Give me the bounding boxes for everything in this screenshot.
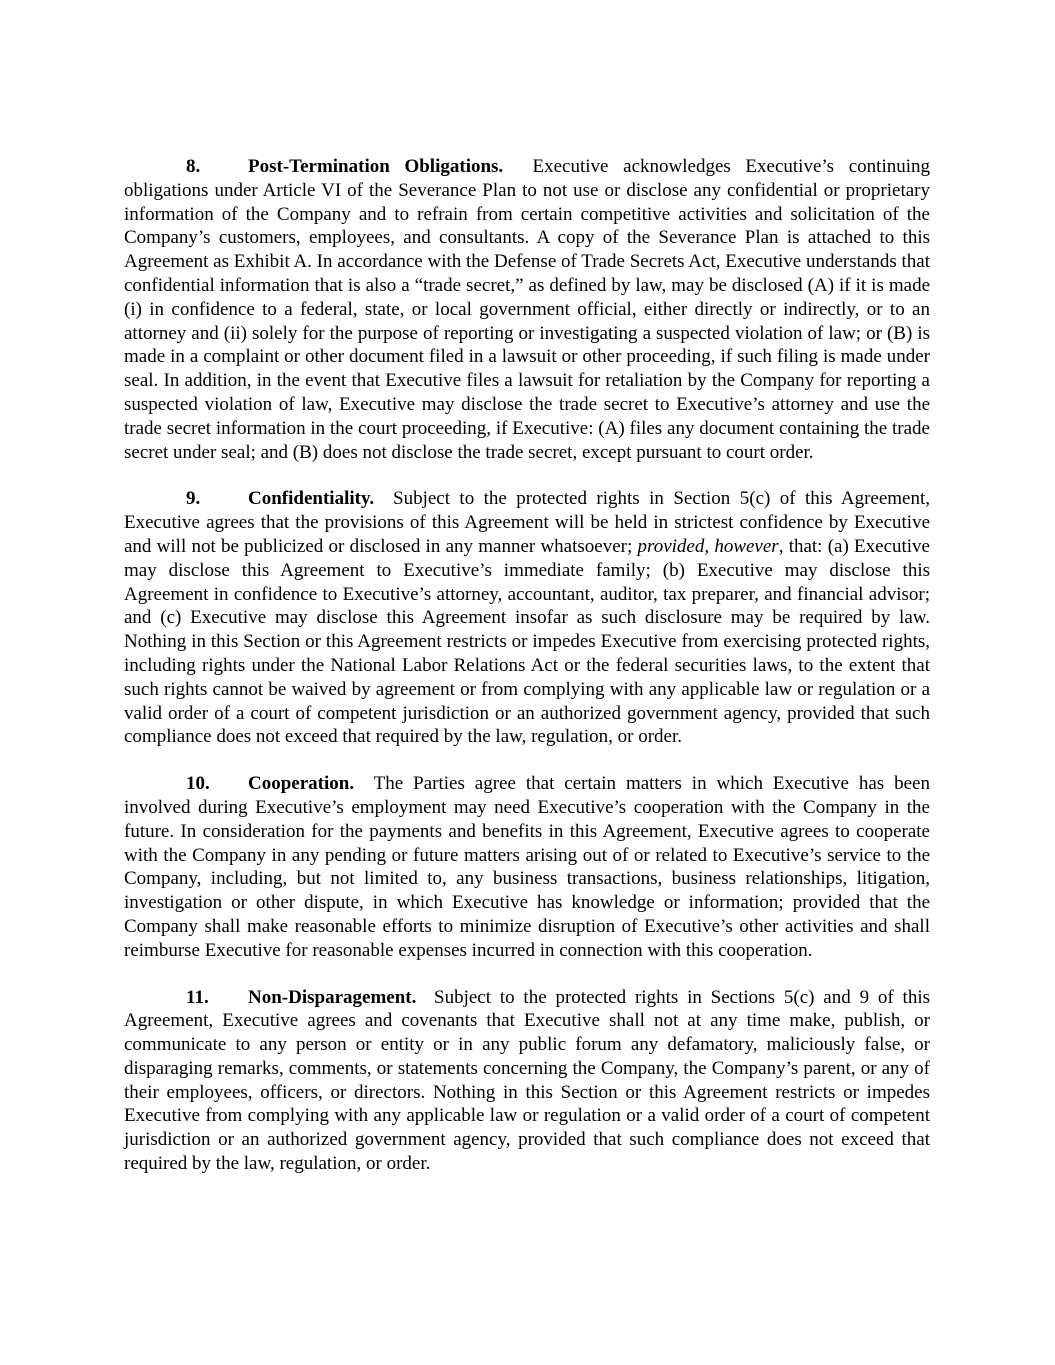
section-9-paragraph (124, 487, 930, 749)
section-number: 8. (186, 156, 201, 177)
section-body: Subject to the protected rights in Section 5(c) of this Agreement, Executive agrees that the provisions of this Agreement will be held in strictest confidence by Executive and will not be publicized or disclosed in any manner whatsoever; (124, 488, 930, 557)
section-body: Executive acknowledges Executive’s continuing obligations under Article VI of the Severance Plan to not use or disclose any confidential or proprietary information of the Company and to refrain from certain competitive activities and solicitation of the Company’s customers, employees, and consultants. A copy of the Severance Plan is attached to this Agreement as Exhibit A. In accordance with the Defense of Trade Secrets Act, Executive understands that confidential information that is also a “trade secret,” as defined by law, may be disclosed (A) if it is made (i) in confidence to a federal, state, or local government official, either directly or indirectly, or to an attorney and (ii) solely for the purpose of reporting or investigating a suspected violation of law; or (B) is made in a complaint or other document filed in a lawsuit or other proceeding, if such filing is made under seal. In addition, in the event that Executive files a lawsuit for retaliation by the Company for reporting a suspected violation of law, Executive may disclose the trade secret to Executive’s attorney and use the trade secret information in the court proceeding, if Executive: (A) files any document containing the trade secret under seal; and (B) does not disclose the trade secret, except pursuant to court order. (124, 156, 931, 463)
section-body: , that: (a) Executive may disclose this Agreement to Executive’s immediate family; (b) Executive may disclose this Agreement in confidence to Executive’s attorney, accountant, auditor, tax preparer, and financial advisor; and (c) Executive may disclose this Agreement insofar as such disclosure may be required by law. Nothing in this Section or this Agreement restricts or impedes Executive from exercising protected rights, including rights under the National Labor Relations Act or the federal securities laws, to the extent that such rights cannot be waived by agreement or from complying with any applicable law or regulation or a valid order of a court of competent jurisdiction or an authorized government agency, provided that such compliance does not exceed that required by the law, regulation, or order. (124, 535, 930, 748)
section-11-paragraph (124, 986, 930, 1176)
section-number: 10. (186, 773, 210, 795)
section-8-paragraph (124, 155, 930, 464)
section-body-italic: provided, however (637, 535, 779, 557)
section-10-paragraph (124, 772, 930, 962)
section-heading: Cooperation. (248, 773, 355, 795)
document-page (124, 155, 930, 1199)
section-heading: Non-Disparagement. (248, 986, 417, 1008)
section-number: 11. (186, 986, 209, 1008)
section-heading: Post-Termination Obligations. (248, 156, 504, 177)
section-heading: Confidentiality. (248, 488, 375, 510)
section-body: Subject to the protected rights in Sections 5(c) and 9 of this Agreement, Executive agrees and covenants that Executive shall not at any time make, publish, or communicate to any person or entity or in any public forum any defamatory, maliciously false, or disparaging remarks, comments, or statements concerning the Company, the Company’s parent, or any of their employees, officers, or directors. Nothing in this Section or this Agreement restricts or impedes Executive from complying with any applicable law or regulation or a valid order of a court of competent jurisdiction or an authorized government agency, provided that such compliance does not exceed that required by the law, regulation, or order. (124, 986, 930, 1175)
section-body: The Parties agree that certain matters in which Executive has been involved during Executive’s employment may need Executive’s cooperation with the Company in the future. In consideration for the payments and benefits in this Agreement, Executive agrees to cooperate with the Company in any pending or future matters arising out of or related to Executive’s service to the Company, including, but not limited to, any business transactions, business relationships, litigation, investigation or other dispute, in which Executive has knowledge or information; provided that the Company shall make reasonable efforts to minimize disruption of Executive’s other activities and shall reimburse Executive for reasonable expenses incurred in connection with this cooperation. (124, 773, 930, 961)
section-number: 9. (186, 488, 201, 510)
